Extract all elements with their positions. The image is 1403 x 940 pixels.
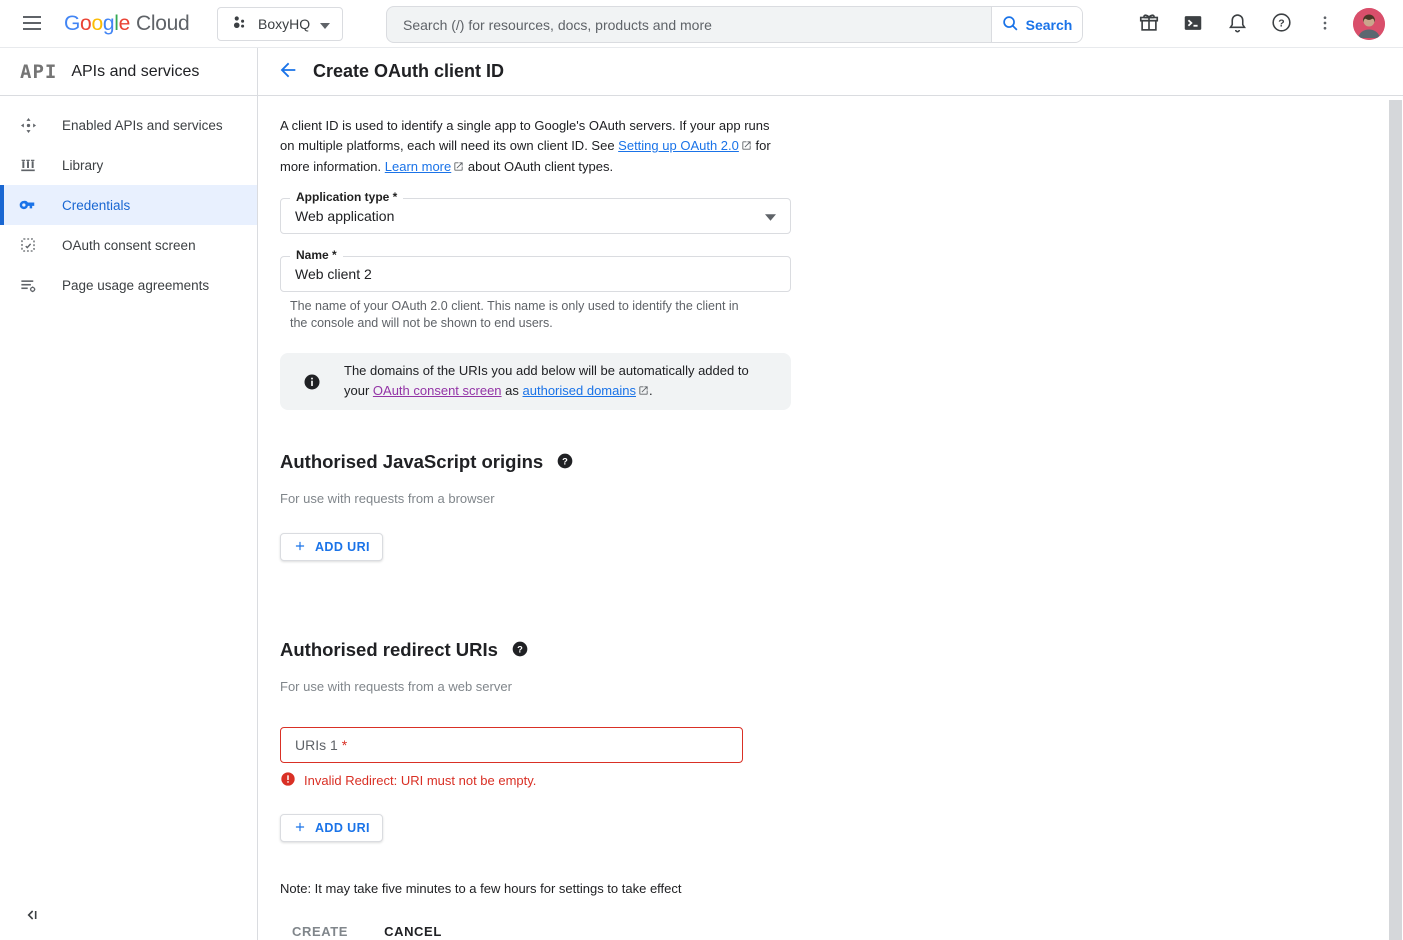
add-redirect-uri-button[interactable] (280, 814, 383, 842)
back-button[interactable] (268, 52, 308, 92)
name-helper-text: The name of your OAuth 2.0 client. This name is only used to identify the client in the console and will not be shown to end users. (290, 299, 739, 330)
external-link-icon (638, 382, 649, 402)
plus-icon (293, 820, 307, 837)
logo-letter: G (64, 12, 81, 35)
authorised-domains-link[interactable]: authorised domains (522, 383, 636, 398)
logo-cloud-text: Cloud (135, 12, 190, 35)
google-cloud-logo[interactable] (64, 0, 189, 48)
sidebar (0, 48, 258, 940)
api-product-logo: API (20, 60, 58, 83)
info-icon (280, 361, 344, 402)
more-options-button[interactable] (1309, 8, 1341, 40)
uri-error-message: Invalid Redirect: URI must not be empty. (304, 773, 537, 788)
redirects-section-heading (280, 639, 1403, 661)
origins-subtitle: For use with requests from a browser (280, 491, 495, 506)
cloud-shell-icon (1182, 12, 1204, 37)
help-circle-icon (557, 453, 573, 472)
project-selector[interactable] (217, 7, 343, 41)
name-input[interactable] (281, 257, 790, 291)
cancel-button[interactable]: CANCEL (372, 918, 454, 940)
notifications-icon (1227, 12, 1248, 36)
vertical-scrollbar[interactable] (1388, 100, 1403, 940)
info-box (280, 353, 791, 410)
back-arrow-icon (277, 59, 299, 84)
gift-button[interactable] (1133, 8, 1165, 40)
search-bar (386, 6, 1083, 43)
intro-text: about OAuth client types. (464, 159, 614, 174)
sidebar-item-enabled-apis[interactable] (0, 105, 257, 145)
hamburger-menu-button[interactable] (12, 6, 52, 42)
main-panel (258, 48, 1403, 940)
add-uri-label: ADD URI (315, 540, 370, 554)
info-text: as (501, 383, 523, 398)
logo-letter: l (114, 12, 119, 35)
scrollbar-thumb[interactable] (1389, 100, 1402, 940)
logo-letter: g (102, 12, 115, 35)
gift-icon (1138, 12, 1160, 37)
sidebar-item-oauth-consent[interactable] (0, 225, 257, 265)
consent-screen-icon (6, 236, 50, 254)
search-button[interactable] (991, 7, 1082, 42)
dropdown-arrow-icon (765, 208, 776, 224)
form-actions (280, 918, 1403, 940)
notifications-button[interactable] (1221, 8, 1253, 40)
search-icon (1002, 15, 1019, 35)
page-header (258, 48, 1403, 96)
chevron-down-icon (320, 16, 330, 32)
project-name: BoxyHQ (258, 16, 311, 32)
error-icon (280, 771, 296, 790)
logo-letter: o (91, 12, 103, 35)
enabled-apis-icon (6, 116, 50, 135)
hamburger-icon (23, 16, 41, 33)
collapse-sidebar-icon (24, 907, 40, 926)
oauth-consent-screen-link[interactable]: OAuth consent screen (372, 383, 502, 398)
add-uri-label: ADD URI (315, 821, 370, 835)
sidebar-item-library[interactable] (0, 145, 257, 185)
application-type-select[interactable] (280, 190, 791, 234)
svg-text:?: ? (1277, 17, 1285, 30)
settings-note: Note: It may take five minutes to a few hours for settings to take effect (280, 881, 682, 896)
required-asterisk: * (341, 737, 348, 753)
page-title: Create OAuth client ID (313, 61, 505, 81)
application-type-value: Web application (295, 208, 395, 224)
intro-text: for more information. (280, 138, 771, 174)
search-input[interactable] (387, 7, 991, 42)
name-label: Name * (290, 248, 343, 262)
sidebar-nav (0, 96, 257, 305)
sidebar-item-credentials[interactable] (0, 185, 257, 225)
svg-text:?: ? (562, 455, 569, 466)
application-type-label: Application type * (290, 190, 403, 204)
sidebar-item-label: Library (62, 157, 104, 173)
origins-help-button[interactable] (557, 453, 573, 472)
sidebar-item-page-usage[interactable] (0, 265, 257, 305)
redirects-title: Authorised redirect URIs (280, 639, 498, 660)
svg-text:?: ? (517, 643, 523, 654)
plus-icon (293, 539, 307, 556)
info-box-text (344, 361, 777, 402)
learn-more-link[interactable]: Learn more (384, 159, 452, 174)
key-icon (6, 195, 50, 215)
redirects-help-button[interactable] (512, 641, 528, 660)
logo-letter: o (80, 12, 92, 35)
origins-section-heading (280, 451, 1403, 473)
sidebar-item-label: OAuth consent screen (62, 237, 196, 253)
help-button[interactable] (1265, 8, 1297, 40)
account-avatar[interactable] (1353, 8, 1385, 40)
logo-letter: e (118, 12, 130, 35)
intro-text: A client ID is used to identify a single app to Google's OAuth servers. If your app runs on multiple platforms, each will need its own client ID. See (280, 118, 770, 153)
topbar (0, 0, 1403, 48)
help-icon (1271, 12, 1292, 36)
workspace (0, 48, 1403, 940)
uri-field-label: URIs 1 (295, 737, 338, 753)
topbar-actions (1133, 8, 1385, 40)
sidebar-title: APIs and services (71, 62, 200, 80)
sidebar-item-label: Credentials (62, 197, 131, 213)
info-text: The domains of the URIs you add below will be automatically added to your (344, 363, 749, 398)
more-vert-icon (1316, 14, 1334, 35)
redirect-uri-field[interactable] (280, 727, 743, 763)
project-icon (230, 14, 248, 35)
sidebar-item-label: Page usage agreements (62, 277, 210, 293)
external-link-icon (741, 137, 752, 157)
library-icon (6, 156, 50, 174)
redirects-subtitle: For use with requests from a web server (280, 679, 512, 694)
search-button-label: Search (1025, 16, 1073, 33)
info-text: . (648, 383, 653, 398)
sidebar-header (0, 48, 257, 96)
name-field-wrapper (280, 248, 791, 292)
cloud-shell-button[interactable] (1177, 8, 1209, 40)
page-usage-icon (6, 276, 50, 295)
create-button[interactable]: CREATE (280, 918, 360, 940)
add-origin-uri-button[interactable] (280, 533, 383, 561)
help-circle-icon (512, 641, 528, 660)
setting-up-oauth-link[interactable]: Setting up OAuth 2.0 (618, 138, 739, 153)
form-content (258, 116, 1403, 940)
uri-error-row (280, 771, 1403, 790)
collapse-sidebar-button[interactable] (18, 902, 46, 930)
sidebar-item-label: Enabled APIs and services (62, 117, 223, 133)
origins-title: Authorised JavaScript origins (280, 451, 544, 472)
external-link-icon (453, 158, 464, 178)
intro-paragraph (280, 116, 785, 178)
